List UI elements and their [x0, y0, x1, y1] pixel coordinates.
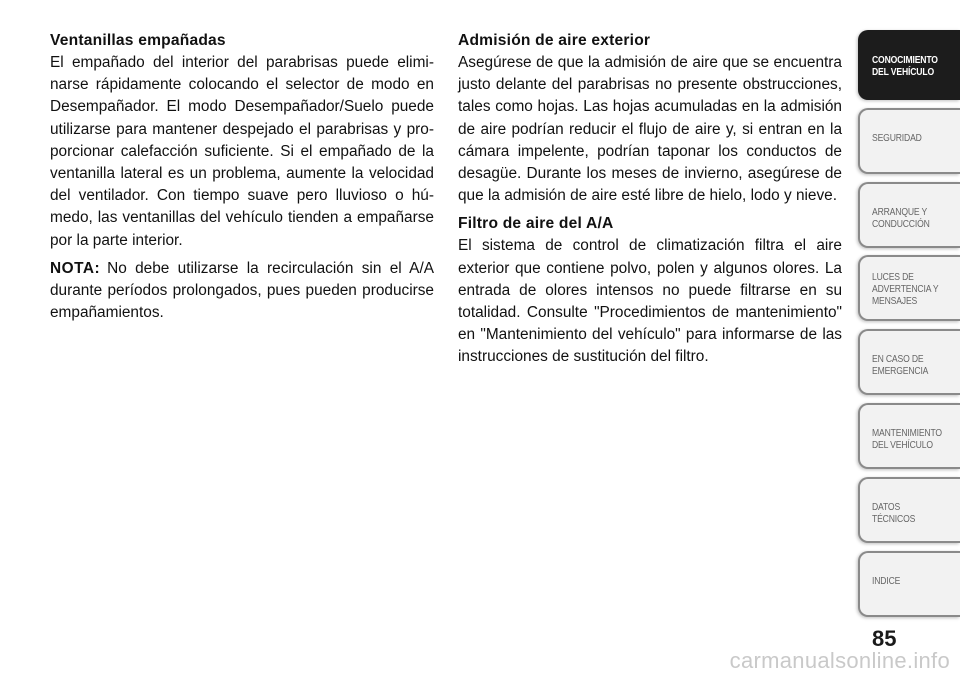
- tab-label: DATOS TÉCNICOS: [872, 500, 916, 525]
- tab-en-caso-de-emergencia[interactable]: [858, 329, 960, 395]
- paragraph-outside-air-intake: Asegúrese de que la admisión de aire que se encuentra justo delante del parabrisas no presente obstrucciones, tales como hojas. Las hojas acumuladas en la admisión de aire podrían reducir el flujo de aire y, si entran en la cámara impelente, podrían taponar los conductos de desagüe. Durante los meses de invierno, asegúrese de que la admisión de aire esté libre de hielo, lodo y nieve.: [458, 54, 842, 205]
- tab-datos-tecnicos[interactable]: [858, 477, 960, 543]
- paragraph-ac-air-filter: El sistema de control de climatización filtra el aire exterior que contiene polvo, polen y algunos olores. La entrada de olores intensos no puede filtrarse en su totalidad. Consulte "Procedimientos de mantenimiento" en "Mantenimiento del vehículo" para informarse de las instrucciones de sustitución del filtro.: [458, 237, 842, 366]
- tab-label: MANTENIMIENTO DEL VEHÍCULO: [872, 426, 942, 451]
- tab-label: INDICE: [872, 574, 901, 587]
- section-heading-ac-air-filter: Filtro de aire del A/A: [458, 215, 614, 233]
- tab-label: EN CASO DE EMERGENCIA: [872, 353, 929, 378]
- tab-label: ARRANQUE Y CONDUCCIÓN: [872, 205, 930, 230]
- section-heading-foggy-windows: Ventanillas empañadas: [50, 32, 226, 49]
- tab-label: SEGURIDAD: [872, 131, 922, 144]
- tab-arranque-y-conduccion[interactable]: [858, 182, 960, 248]
- note-label: NOTA:: [50, 259, 101, 277]
- tab-mantenimiento-del-vehiculo[interactable]: [858, 403, 960, 469]
- right-column: [458, 30, 842, 375]
- tab-conocimiento-del-vehiculo[interactable]: [858, 30, 960, 100]
- section-heading-outside-air-intake: Admisión de aire exterior: [458, 32, 651, 49]
- chapter-tabs: [858, 30, 960, 624]
- tab-seguridad[interactable]: [858, 108, 960, 174]
- page-number: 85: [872, 626, 897, 651]
- paragraph-foggy-windows: El empañado del interior del parabrisas puede eliminarse rápidamente colocando el selector de modo en Desempañador. El modo Desempañador/Suelo puede utilizarse para mantener despejado el parabrisas y proporcionar calefacción suficiente. Si el empañado de la ventanilla lateral es un problema, aumente la velocidad del ventilador. Con tiempo suave pero lluvioso o húmedo, las ventanillas del vehículo tienden a empañarse por la parte interior.: [50, 54, 434, 249]
- tab-luces-de-advertencia[interactable]: [858, 255, 960, 321]
- tab-indice[interactable]: [858, 551, 960, 617]
- note-paragraph: [50, 258, 434, 325]
- tab-label: LUCES DE ADVERTENCIA Y MENSAJES: [872, 271, 939, 308]
- watermark: carmanualsonline.info: [729, 648, 950, 673]
- tab-label: CONOCIMIENTO DEL VEHÍCULO: [872, 54, 938, 78]
- left-column: [50, 30, 434, 330]
- note-text: No debe utilizarse la recirculación sin el A/A durante períodos prolongados, pues pueden producirse empañamientos.: [50, 259, 434, 322]
